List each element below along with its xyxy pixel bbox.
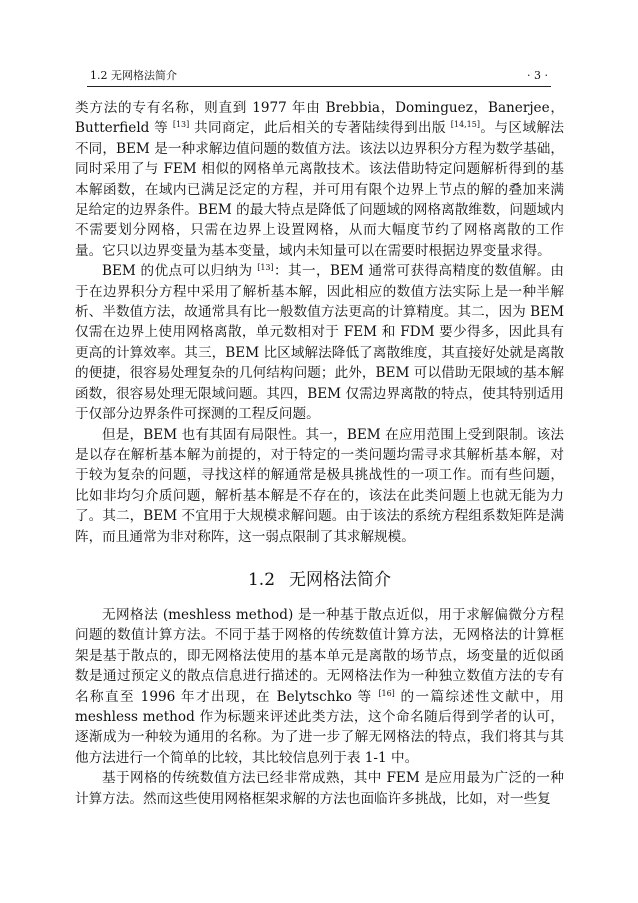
paragraph-bem-history: 类方法的专有名称，则直到 1977 年由 Brebbia，Dominguez，Banerjee，Butterfield 等 [13] 共同商定，此后相关的专著陆续得到出版 [14,15]。与区域解法不同，BEM 是一种求解边值问题的数值方法。该法以边界积分方程为数学基础，同时采用了与 FEM 相似的网格单元离散技术。该法借助特定问题解析得到的基本解函数，在域内已满足泛定的方程，并可用有限个边界上节点的解的叠加来满足给定的边界条件。BEM 的最大特点是降低了问题域的网格离散维数，问题域内不需要划分网格，只需在边界上设置网格，从而大幅度节约了网格离散的工作量。它只以边界变量为基本变量，域内未知量可以在需要时根据边界变量求得。 bbox=[75, 100, 564, 259]
running-header bbox=[87, 68, 551, 87]
page-body bbox=[75, 98, 564, 809]
paragraph-bem-advantages: BEM 的优点可以归纳为 [13]：其一，BEM 通常可获得高精度的数值解。由于在边界积分方程中采用了解析基本解，因此相应的数值方法实际上是一种半解析、半数值方法，故通常具有比一般数值方法更高的计算精度。其二，因为 BEM 仅需在边界上使用网格离散，单元数相对于 FEM 和 FDM 要少得多，因此具有更高的计算效率。其三，BEM 比区域解法降低了离散维度，其直接好处就是离散的便捷，很容易处理复杂的几何结构问题；此外，BEM 可以借助无限域的基本解函数，很容易处理无限域问题。其四，BEM 仅需边界离散的特点，使其特别适用于仅部分边界条件可探测的工程反问题。 bbox=[75, 263, 564, 423]
citation: [13] bbox=[257, 263, 274, 273]
citation: [13] bbox=[172, 120, 190, 130]
section-number: 1.2 bbox=[247, 569, 276, 590]
paragraph-mesh-methods: 基于网格的传统数值方法已经非常成熟，其中 FEM 是应用最为广泛的一种计算方法。然而这些使用网格框架求解的方法也面临许多挑战，比如，对一些复 bbox=[75, 770, 564, 807]
section-title: 无网格法简介 bbox=[289, 569, 392, 590]
header-section-title: 1.2 无网格法简介 bbox=[90, 69, 177, 82]
paragraph-meshless-intro: 无网格法 (meshless method) 是一种基于散点近似，用于求解偏微分方程问题的数值计算方法。不同于基于网格的传统数值计算方法，无网格法的计算框架是基于散点的，即无网格法使用的基本单元是离散的场节点，场变量的近似函数是通过预定义的散点信息进行描述的。无网格法作为一种独立数值方法的专有名称直至 1996 年才出现，在 Belytschko 等 [16] 的一篇综述性文献中，用 meshless method 作为标题来评述此类方法，这个命名随后得到学者的认可，逐渐成为一种较为通用的名称。为了进一步了解无网格法的特点，我们将其与其他方法进行一个简单的比较，其比较信息列于表 1-1 中。 bbox=[75, 606, 564, 766]
section-heading bbox=[75, 569, 564, 591]
paragraph-bem-limitations: 但是，BEM 也有其固有局限性。其一，BEM 在应用范围上受到限制。该法是以存在解析基本解为前提的，对于特定的一类问题均需寻求其解析基本解，对于较为复杂的问题，寻找这样的解通常是极具挑战性的一项工作。而有些问题，比如非均匀介质问题，解析基本解是不存在的，该法在此类问题上也就无能为力了。其二，BEM 不宜用于大规模求解问题。由于该法的系统方程组系数矩阵是满阵，而且通常为非对称阵，这一弱点限制了其求解规模。 bbox=[75, 426, 564, 545]
citation: [16] bbox=[378, 688, 395, 698]
citation: [14,15] bbox=[450, 120, 480, 130]
header-page-number: · 3 · bbox=[527, 69, 548, 82]
